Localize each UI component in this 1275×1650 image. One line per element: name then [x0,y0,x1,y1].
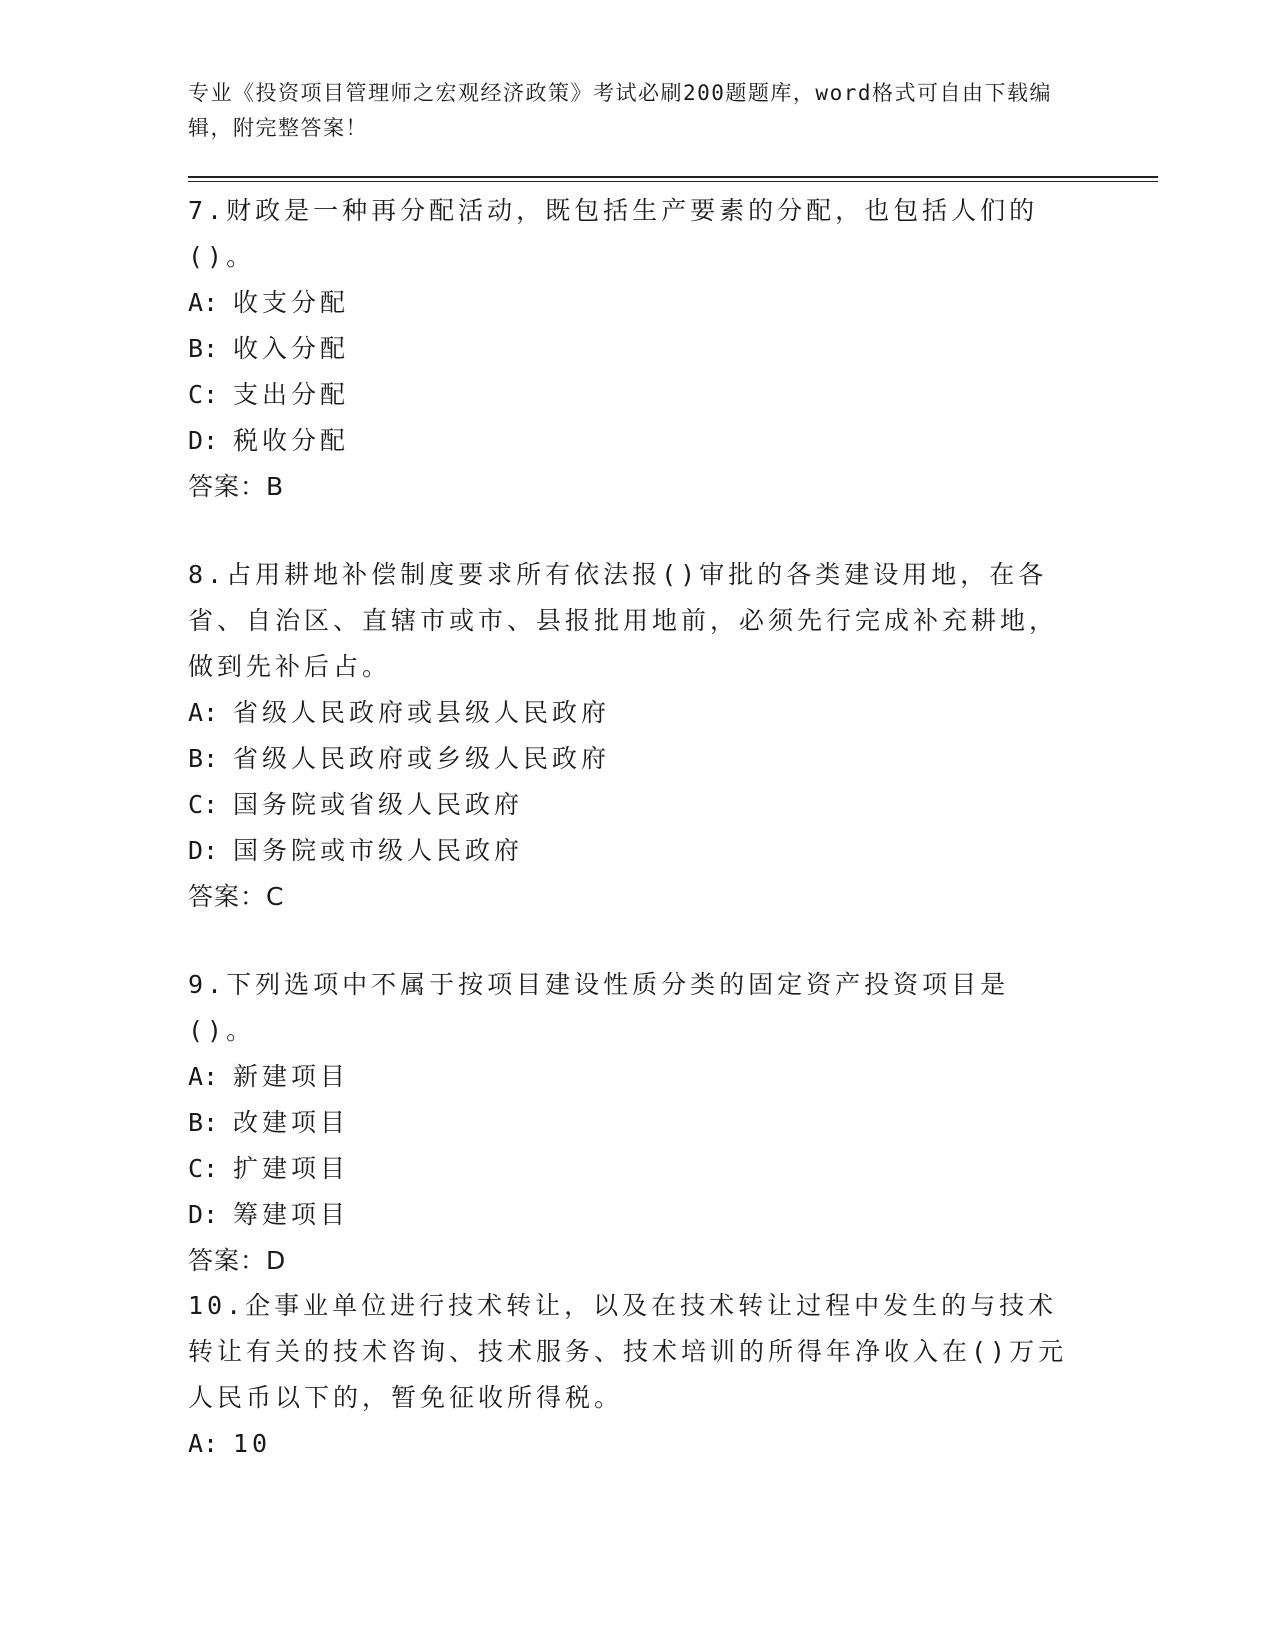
option-text: 改建项目 [233,1108,350,1137]
option-c [188,782,1068,828]
question-8 [188,552,1068,920]
option-a [188,1054,1068,1100]
option-text: 筹建项目 [233,1200,350,1229]
option-text: 国务院或省级人民政府 [233,790,524,819]
option-letter: A: [188,1429,219,1458]
option-text: 收支分配 [233,288,350,317]
option-c [188,372,1068,418]
option-letter: B: [188,1108,219,1137]
option-text: 省级人民政府或乡级人民政府 [233,744,611,773]
option-text: 扩建项目 [233,1154,350,1183]
option-text: 税收分配 [233,426,350,455]
question-stem: 7.财政是一种再分配活动，既包括生产要素的分配，也包括人们的()。 [188,196,1039,271]
option-a [188,690,1068,736]
question-stem: 10.企事业单位进行技术转让，以及在技术转让过程中发生的与技术转让有关的技术咨询、技术服务、技术培训的所得年净收入在()万元人民币以下的，暂免征收所得税。 [188,1291,1068,1412]
answer-line: 答案：B [188,472,285,501]
option-text: 国务院或市级人民政府 [233,836,524,865]
option-text: 新建项目 [233,1062,350,1091]
option-letter: C: [188,380,219,409]
option-d [188,418,1068,464]
option-d [188,828,1068,874]
option-text: 支出分配 [233,380,350,409]
option-d [188,1192,1068,1238]
option-a [188,280,1068,326]
question-stem: 9.下列选项中不属于按项目建设性质分类的固定资产投资项目是()。 [188,970,1010,1045]
option-letter: B: [188,744,219,773]
option-letter: A: [188,1062,219,1091]
option-c [188,1146,1068,1192]
option-text: 省级人民政府或县级人民政府 [233,698,611,727]
option-letter: D: [188,426,219,455]
option-a [188,1421,1068,1467]
question-9 [188,962,1068,1284]
question-10 [188,1283,1068,1467]
option-text: 10 [233,1429,272,1458]
option-letter: D: [188,836,219,865]
option-text: 收入分配 [233,334,350,363]
question-7 [188,188,1068,510]
header-divider-thin [188,181,1158,182]
answer-line: 答案：D [188,1246,287,1275]
option-letter: B: [188,334,219,363]
option-letter: A: [188,698,219,727]
option-b [188,1100,1068,1146]
answer-line: 答案：C [188,882,285,911]
option-letter: A: [188,288,219,317]
option-letter: D: [188,1200,219,1229]
option-letter: C: [188,790,219,819]
option-b [188,326,1068,372]
question-stem: 8.占用耕地补偿制度要求所有依法报()审批的各类建设用地，在各省、自治区、直辖市或市、县报批用地前，必须先行完成补充耕地，做到先补后占。 [188,560,1059,681]
document-header: 专业《投资项目管理师之宏观经济政策》考试必刷200题题库，word格式可自由下载编辑，附完整答案！ [188,81,1052,140]
option-letter: C: [188,1154,219,1183]
option-b [188,736,1068,782]
header-divider [188,176,1158,178]
